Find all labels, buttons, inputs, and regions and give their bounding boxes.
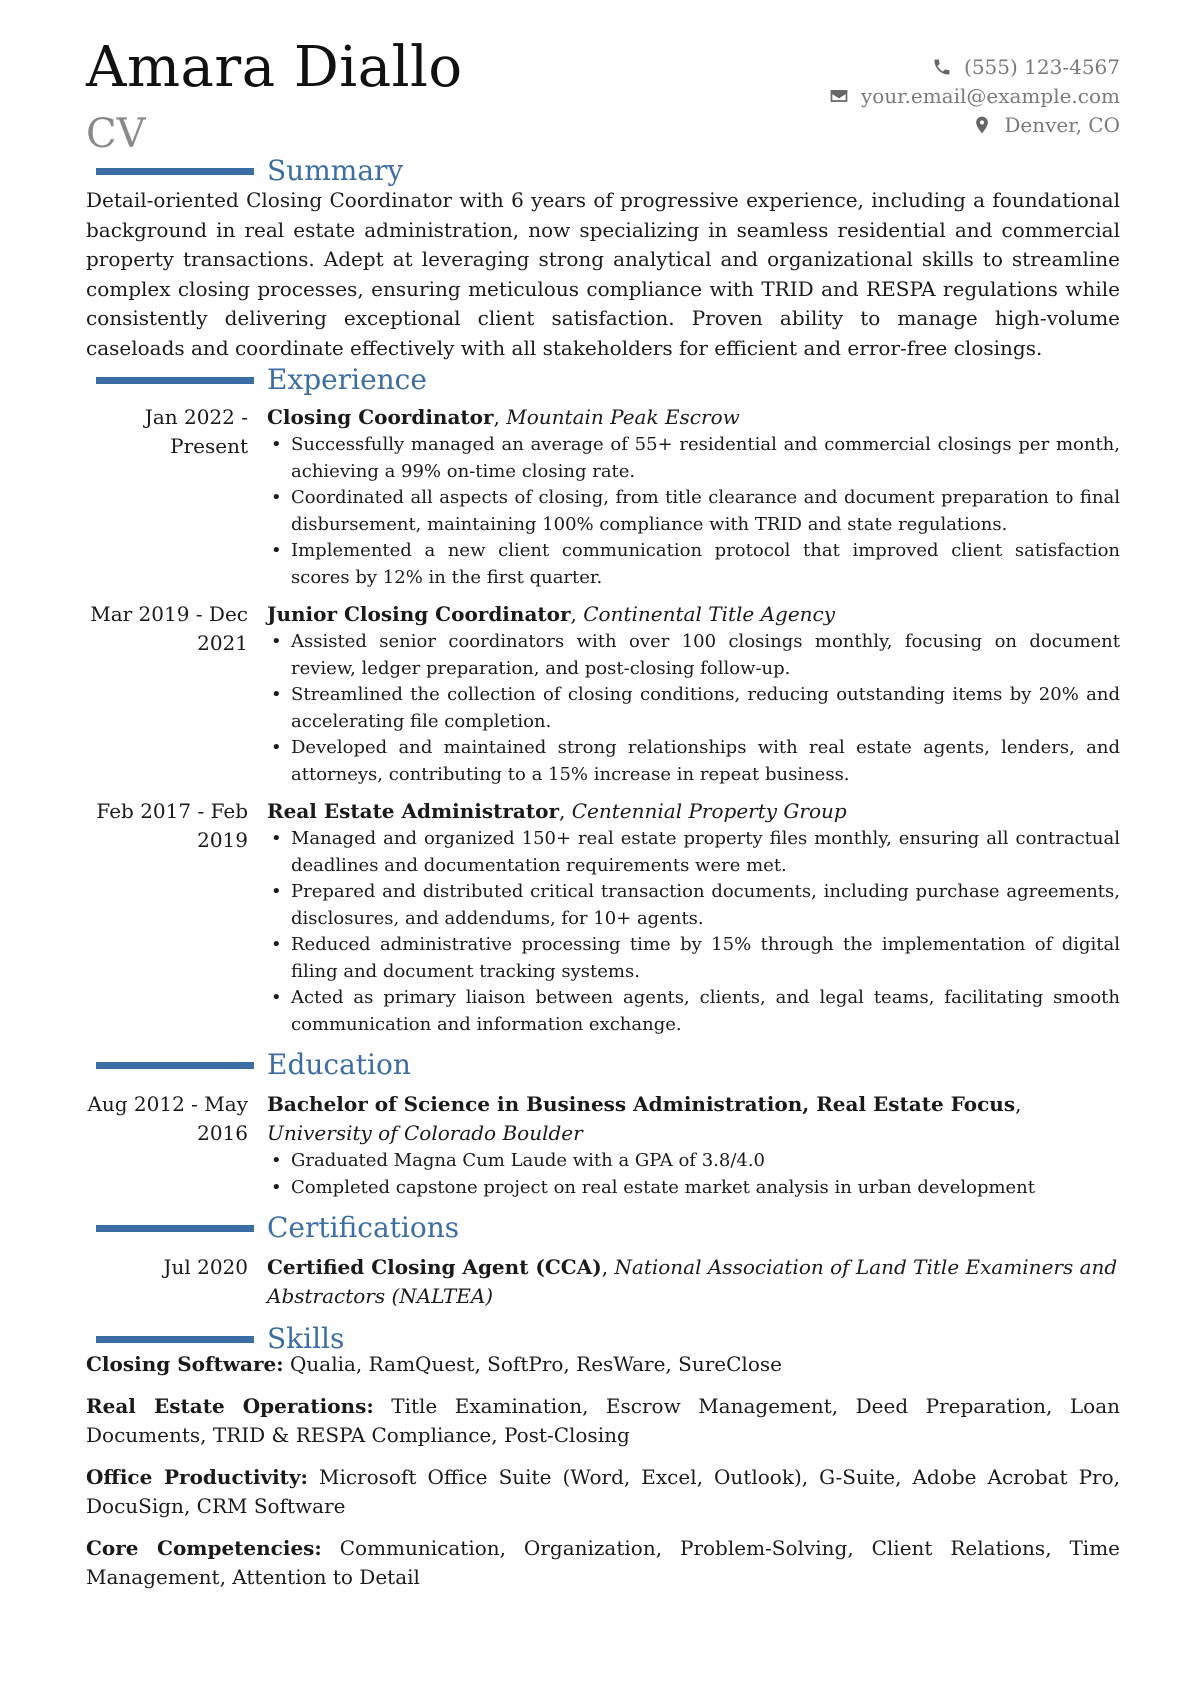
document-subtitle: CV — [86, 111, 146, 157]
skill-label: Real Estate Operations: — [86, 1394, 374, 1418]
section-summary-heading — [86, 153, 1120, 189]
list-item: • Implemented a new client communication protocol that improved client satisfaction scores by 12% in the first quarter. — [267, 538, 1120, 591]
phone-icon — [932, 57, 952, 77]
entry-date: Mar 2019 - Dec 2021 — [90, 602, 248, 655]
entry-bullets — [267, 1148, 1120, 1201]
skill-row — [86, 1392, 1120, 1450]
skill-row — [86, 1350, 1120, 1379]
mail-icon — [829, 86, 849, 106]
section-title: Summary — [267, 154, 404, 187]
person-name: Amara Diallo — [86, 35, 463, 100]
skill-label: Core Competencies: — [86, 1536, 322, 1560]
entry-title: Certified Closing Agent (CCA) — [267, 1255, 602, 1279]
entry-org: Centennial Property Group — [571, 799, 847, 823]
section-certifications-heading — [86, 1210, 1120, 1246]
section-title: Certifications — [267, 1211, 460, 1244]
skill-value: Title Examination, Escrow Management, Deed Preparation, Loan Documents, TRID & RESPA Compliance, Post-Closing — [86, 1394, 1121, 1447]
contact-email — [829, 81, 1120, 110]
list-item: • Completed capstone project on real estate market analysis in urban development — [267, 1175, 1120, 1202]
list-item: • Reduced administrative processing time by 15% through the implementation of digital filing and document tracking systems. — [267, 932, 1120, 985]
cv-page: Amara Diallo CV (555) 123-4567 your.email@example.com Denver, CO Summary Detail-oriented Closing Coordinator with 6 years of progressive experience, including a foundational background in real estate administration, now specializing in seamless residential and commercial property transactions. Adept at leveraging strong analytical and organizational skills to streamline complex closing processes, ensuring meticulous compliance with TRID and RESPA regulations while consistently delivering exceptional client satisfaction. Proven ability to manage high-volume caseloads and coordinate effectively with all stakeholders for efficient and error-free closings. Experience Jan 2022 - Present Closing Coordinator, Mountain Peak Escrow • Successfully managed an average of 55+ residential and commercial closings per month, achieving a 99% on-time closing rate. • Coordinated all aspects of closing, from title clearance and document preparation to final disbursement, maintaining 100% compliance with TRID and state regulations. • Implemented a new client communication protocol that improved client satisfaction scores by 12% in the first quarter. Mar 2019 - Dec 2021 Junior Closing Coordinator, Continental Title Agency • Assisted senior coordinators with over 100 closings monthly, focusing on document review, ledger preparation, and post-closing follow-up. • Streamlined the collection of closing conditions, reducing outstanding items by 20% and accelerating file completion. • Developed and maintained strong relationships with real estate agents, lenders, and attorneys, contributing to a 15% increase in repeat business. Feb 2017 - Feb 2019 Real Estate Administrator, Centennial Property Group • Managed and organized 150+ real estate property files monthly, ensuring all contractual deadlines and documentation requirements were met. • Prepared and distributed critical transaction documents, including purchase agreements, disclosures, and addendums, for 10+ agents. • Reduced administrative processing time by 15% through the implementation of digital filing and document tracking systems. • Acted as primary liaison between agents, clients, and legal teams, facilitating smooth communication and information exchange. Education Aug 2012 - May 2016 Bachelor of Science in Business Administration, Real Estate Focus, University of Colorado Boulder • Graduated Magna Cum Laude with a GPA of 3.8/4.0 • Completed capstone project on real estate market analysis in urban development Certifications Jul 2020 Certified Closing Agent (CCA), National Association of Land Title Examiners and Abstractors (NALTEA) Skills Closing Software: Qualia, RamQuest, SoftPro, ResWare, SureClose Real Estate Operations: Title Examination, Escrow Management, Deed Preparation, Loan Documents, TRID & RESPA Compliance, Post-Closing Office Productivity: Microsoft Office Suite (Word, Excel, Outlook), G-Suite, Adobe Acrobat Pro, DocuSign, CRM Software Core Competencies: Communication, Organization, Problem-Solving, Client Relations, Time Management, Attention to Detail — [86, 0, 1120, 1683]
skill-row — [86, 1463, 1120, 1521]
section-bar — [96, 168, 254, 175]
section-title: Skills — [267, 1322, 345, 1355]
list-item: • Prepared and distributed critical transaction documents, including purchase agreements, disclosures, and addendums, for 10+ agents. — [267, 879, 1120, 932]
list-item: • Managed and organized 150+ real estate property files monthly, ensuring all contractual deadlines and documentation requirements were met. — [267, 826, 1120, 879]
skill-value: Microsoft Office Suite (Word, Excel, Outlook), G-Suite, Adobe Acrobat Pro, DocuSign, CRM Software — [86, 1465, 1121, 1518]
list-item: • Coordinated all aspects of closing, from title clearance and document preparation to final disbursement, maintaining 100% compliance with TRID and state regulations. — [267, 485, 1120, 538]
contact-location — [829, 110, 1120, 139]
summary-text: Detail-oriented Closing Coordinator with 6 years of progressive experience, including a foundational background in real estate administration, now specializing in seamless residential and commercial property transactions. Adept at leveraging strong analytical and organizational skills to streamline complex closing processes, ensuring meticulous compliance with TRID and RESPA regulations while consistently delivering exceptional client satisfaction. Proven ability to manage high-volume caseloads and coordinate effectively with all stakeholders for efficient and error-free closings. — [86, 188, 1120, 360]
entry-date: Jan 2022 - Present — [144, 405, 248, 458]
entry-title: Closing Coordinator — [267, 405, 494, 429]
contact-info — [829, 52, 1120, 139]
entry-date: Aug 2012 - May 2016 — [87, 1092, 248, 1145]
entry-bullets — [267, 432, 1120, 591]
skill-value: Qualia, RamQuest, SoftPro, ResWare, SureClose — [290, 1352, 782, 1376]
list-item: • Acted as primary liaison between agents, clients, and legal teams, facilitating smooth communication and information exchange. — [267, 985, 1120, 1038]
contact-phone — [829, 52, 1120, 81]
entry-bullets — [267, 826, 1120, 1038]
section-bar — [96, 1336, 254, 1343]
list-item: • Streamlined the collection of closing conditions, reducing outstanding items by 20% and accelerating file completion. — [267, 682, 1120, 735]
email-link[interactable]: your.email@example.com — [860, 83, 1120, 108]
phone-text[interactable]: (555) 123-4567 — [964, 54, 1120, 79]
skill-row — [86, 1534, 1120, 1592]
skill-label: Office Productivity: — [86, 1465, 308, 1489]
entry-date: Feb 2017 - Feb 2019 — [96, 799, 248, 852]
skill-value: Communication, Organization, Problem-Solving, Client Relations, Time Management, Attention to Detail — [86, 1536, 1121, 1589]
section-bar — [96, 1225, 254, 1232]
entry-title: Junior Closing Coordinator — [267, 602, 571, 626]
list-item: • Successfully managed an average of 55+ residential and commercial closings per month, achieving a 99% on-time closing rate. — [267, 432, 1120, 485]
entry-org: Continental Title Agency — [583, 602, 836, 626]
section-bar — [96, 377, 254, 384]
section-title: Experience — [267, 363, 427, 396]
entry-org: Mountain Peak Escrow — [506, 405, 740, 429]
section-experience-heading — [86, 362, 1120, 398]
section-title: Education — [267, 1048, 411, 1081]
location-text: Denver, CO — [1004, 112, 1120, 137]
map-pin-icon — [972, 115, 992, 135]
entry-bullets — [267, 629, 1120, 788]
entry-org: University of Colorado Boulder — [267, 1121, 583, 1145]
entry-date: Jul 2020 — [163, 1255, 248, 1279]
list-item: • Graduated Magna Cum Laude with a GPA of 3.8/4.0 — [267, 1148, 1120, 1175]
entry-title: Bachelor of Science in Business Administration, Real Estate Focus — [267, 1092, 1016, 1116]
list-item: • Developed and maintained strong relationships with real estate agents, lenders, and attorneys, contributing to a 15% increase in repeat business. — [267, 735, 1120, 788]
list-item: • Assisted senior coordinators with over 100 closings monthly, focusing on document review, ledger preparation, and post-closing follow-up. — [267, 629, 1120, 682]
entry-org: National Association of Land Title Examiners and Abstractors (NALTEA) — [267, 1255, 1118, 1308]
section-bar — [96, 1062, 254, 1069]
entry-title: Real Estate Administrator — [267, 799, 560, 823]
section-education-heading — [86, 1047, 1120, 1083]
skill-label: Closing Software: — [86, 1352, 284, 1376]
